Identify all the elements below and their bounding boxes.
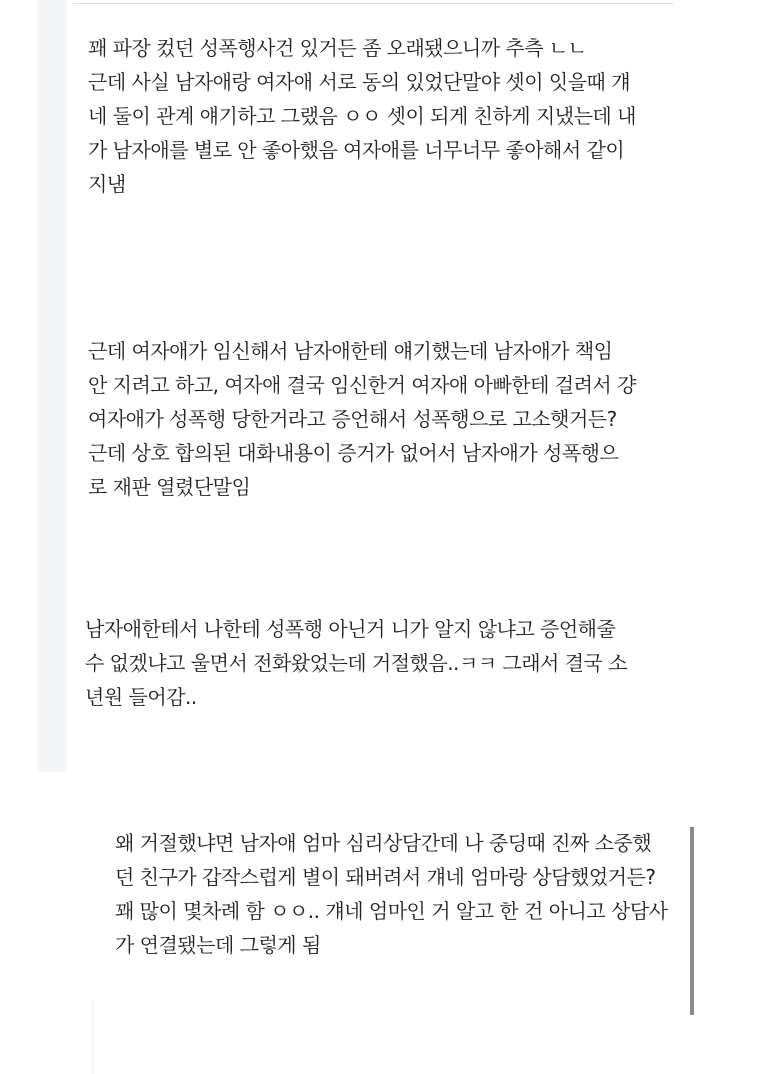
paragraph-line: 남자애한테서 나한테 성폭행 아닌거 니가 알지 않냐고 증언해줄	[85, 617, 616, 641]
quoted-paragraph	[115, 826, 668, 962]
paragraph-line: 수 없겠냐고 울면서 전화왔었는데 거절했음..ㅋㅋ 그래서 결국 소	[85, 651, 628, 675]
paragraph-1	[88, 31, 636, 201]
paragraph-line: 근데 상호 합의된 대화내용이 증거가 없어서 남자애가 성폭행으	[88, 441, 619, 465]
paragraph-line: 안 지려고 하고, 여자애 결국 임신한거 여자애 아빠한테 걸려서 걍	[88, 373, 636, 397]
paragraph-line: 네 둘이 관계 얘기하고 그랬음 ㅇㅇ 셋이 되게 친하게 지냈는데 내	[88, 104, 636, 128]
paragraph-line: 근데 여자애가 임신해서 남자애한테 얘기했는데 남자애가 책임	[88, 339, 613, 363]
paragraph-line: 여자애가 성폭행 당한거라고 증언해서 성폭행으로 고소햇거든?	[88, 407, 617, 431]
paragraph-line: 꽤 파장 컸던 성폭행사건 있거든 좀 오래됐으니까 추측 ㄴㄴ	[88, 36, 587, 60]
paragraph-2	[88, 334, 636, 504]
paragraph-line: 왜 거절했냐면 남자애 엄마 심리상담간데 나 중딩때 진짜 소중했	[115, 831, 652, 855]
paragraph-line: 로 재판 열렸단말임	[88, 475, 251, 499]
content-edge-line	[92, 1000, 93, 1074]
paragraph-line: 근데 사실 남자애랑 여자애 서로 동의 있었단말야 셋이 잇을때 걔	[88, 70, 631, 94]
paragraph-line: 던 친구가 갑작스럽게 별이 돼버려서 걔네 엄마랑 상담했었거든?	[115, 865, 656, 889]
paragraph-line: 가 남자애를 별로 안 좋아했음 여자애를 너무너무 좋아해서 같이	[88, 138, 625, 162]
paragraph-line: 년원 들어감..	[85, 685, 197, 709]
paragraph-line: 꽤 많이 몇차례 함 ㅇㅇ.. 걔네 엄마인 거 알고 한 건 아니고 상담사	[115, 899, 668, 923]
quote-bar	[690, 827, 694, 1015]
paragraph-line: 가 연결됐는데 그렇게 됨	[115, 933, 321, 957]
paragraph-line: 지냄	[88, 172, 126, 196]
top-divider	[73, 3, 673, 4]
paragraph-3	[85, 612, 627, 714]
left-panel-background	[37, 0, 67, 772]
